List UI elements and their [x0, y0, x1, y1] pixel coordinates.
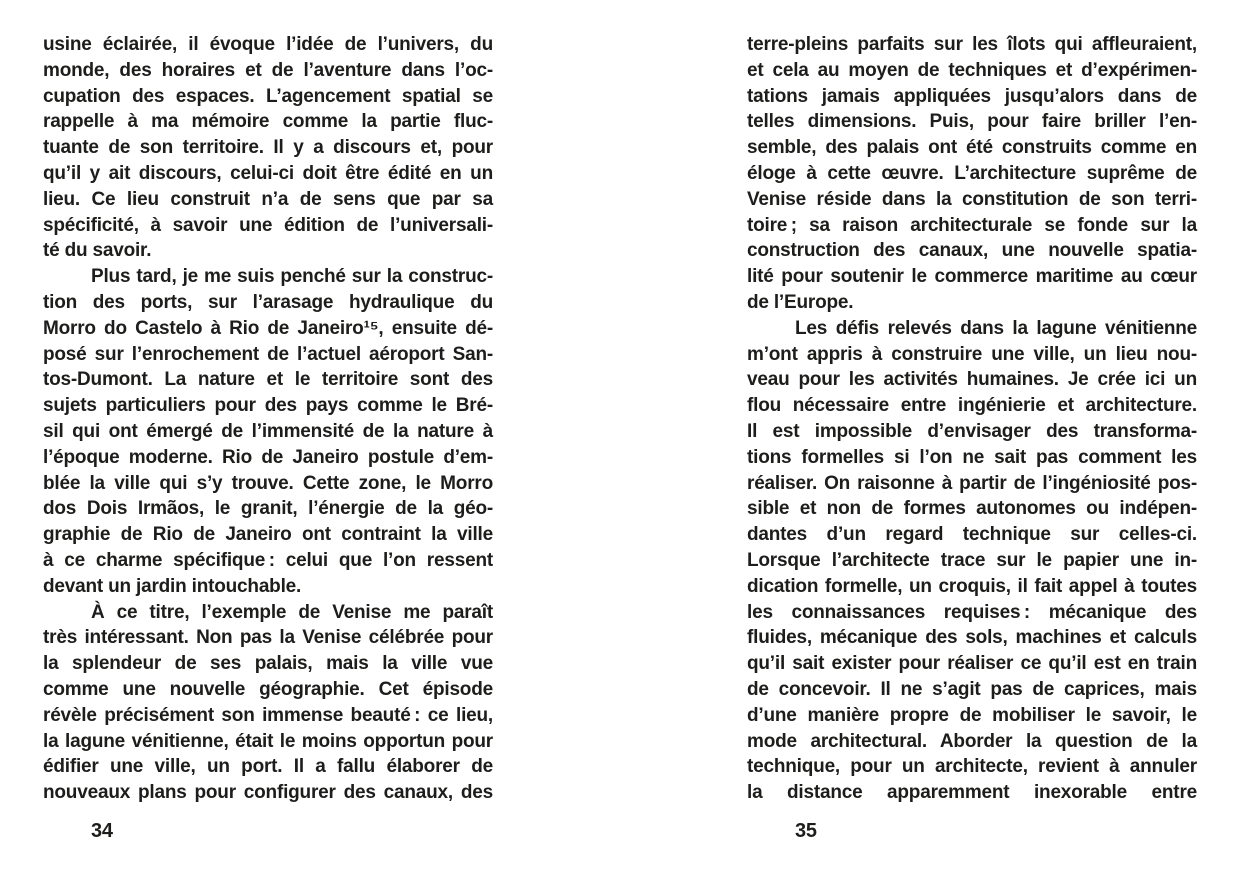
text-line: sil qui ont émergé de l’immensité de la nature à — [43, 420, 493, 442]
text-line: dos Dois Irmãos, le granit, l’énergie de la géo- — [43, 498, 493, 520]
text-line: semble, des palais ont été construits comme en — [747, 137, 1197, 159]
text-line: réaliser. On raisonne à partir de l’ingéniosité pos- — [747, 472, 1197, 494]
text-line: technique, pour un architecte, revient à annuler — [747, 756, 1197, 778]
text-line: mode architectural. Aborder la question de la — [747, 730, 1197, 752]
text-line: usine éclairée, il évoque l’idée de l’univers, du — [43, 34, 493, 55]
text-line: nouveaux plans pour configurer des canaux, des — [43, 782, 493, 804]
text-line: sible et non de formes autonomes ou indépen- — [747, 498, 1197, 520]
text-line: blée la ville qui s’y trouve. Cette zone, le Morro — [43, 472, 493, 494]
text-line: graphie de Rio de Janeiro ont contraint la ville — [43, 524, 493, 546]
text-line: À ce titre, l’exemple de Venise me paraît — [91, 601, 493, 623]
text-line: la splendeur de ses palais, mais la ville vue — [43, 653, 493, 675]
text-line: dantes d’un regard technique sur celles-ci. — [747, 524, 1197, 546]
text-line: sujets particuliers pour des pays comme le Bré- — [43, 395, 493, 417]
text-line: la lagune vénitienne, était le moins opportun pour — [43, 730, 493, 752]
text-line: qu’il sait exister pour réaliser ce qu’il est en train — [747, 653, 1197, 675]
text-line: telles dimensions. Puis, pour faire briller l’en- — [747, 111, 1197, 133]
text-line: les connaissances requises : mécanique des — [747, 601, 1197, 623]
text-line: monde, des horaires et de l’aventure dans l’oc- — [43, 59, 493, 81]
text-line: tations jamais appliquées jusqu’alors dans de — [747, 85, 1197, 107]
text-line: très intéressant. Non pas la Venise célébrée pour — [43, 627, 493, 649]
text-line: l’époque moderne. Rio de Janeiro postule d’em- — [43, 446, 493, 468]
text-line: Les défis relevés dans la lagune vénitienne — [795, 317, 1197, 339]
text-line: rappelle à ma mémoire comme la partie fluc- — [43, 111, 493, 133]
text-line: révèle précisément son immense beauté : ce lieu, — [43, 704, 493, 726]
text-line: posé sur l’enrochement de l’actuel aéroport San- — [43, 343, 493, 365]
page-number-left: 34 — [91, 820, 113, 842]
page-left-text-column — [43, 32, 493, 806]
text-line: tuante de son territoire. Il y a discours et, pour — [43, 137, 493, 159]
text-line: tions formelles si l’on ne sait pas comment les — [747, 446, 1197, 468]
text-line: terre-pleins parfaits sur les îlots qui affleuraient, — [747, 34, 1197, 55]
text-line: tos-Dumont. La nature et le territoire sont des — [43, 369, 493, 391]
text-line: d’une manière propre de mobiliser le savoir, le — [747, 704, 1197, 726]
text-line: veau pour les activités humaines. Je crée ici un — [747, 369, 1197, 391]
text-line: cupation des espaces. L’agencement spatial se — [43, 85, 493, 107]
text-line: de concevoir. Il ne s’agit pas de caprices, mais — [747, 678, 1197, 700]
text-line: lieu. Ce lieu construit n’a de sens que par sa — [43, 188, 493, 210]
text-line: Lorsque l’architecte trace sur le papier une in- — [747, 549, 1197, 571]
text-line: fluides, mécanique des sols, machines et calculs — [747, 627, 1197, 649]
text-line: Venise réside dans la constitution de son terri- — [747, 188, 1197, 210]
text-line: de l’Europe. — [747, 291, 854, 313]
text-line: comme une nouvelle géographie. Cet épisode — [43, 678, 493, 700]
text-line: qu’il y ait discours, celui-ci doit être édité en un — [43, 162, 493, 184]
text-line: tion des ports, sur l’arasage hydraulique du — [43, 291, 493, 313]
text-line: dication formelle, un croquis, il fait appel à toutes — [747, 575, 1197, 597]
text-line: devant un jardin intouchable. — [43, 575, 302, 597]
text-line: spécificité, à savoir une édition de l’universali- — [43, 214, 493, 236]
text-line: Morro do Castelo à Rio de Janeiro¹⁵, ensuite dé- — [43, 317, 493, 339]
page-right-text-column — [747, 32, 1197, 806]
text-line: éloge à cette œuvre. L’architecture suprême de — [747, 162, 1197, 184]
page-number-right: 35 — [795, 820, 817, 842]
text-line: lité pour soutenir le commerce maritime au cœur — [747, 266, 1197, 288]
text-line: construction des canaux, une nouvelle spatia- — [747, 240, 1197, 262]
text-line: à ce charme spécifique : celui que l’on ressent — [43, 549, 493, 571]
text-line: m’ont appris à construire une ville, un lieu nou- — [747, 343, 1197, 365]
text-line: la distance apparemment inexorable entre — [747, 782, 1197, 804]
text-line: toire ; sa raison architecturale se fonde sur la — [747, 214, 1197, 236]
text-line: Plus tard, je me suis penché sur la construc- — [91, 266, 493, 288]
text-line: té du savoir. — [43, 240, 152, 262]
text-line: Il est impossible d’envisager des transforma- — [747, 420, 1197, 442]
text-line: et cela au moyen de techniques et d’expérimen- — [747, 59, 1197, 81]
text-line: flou nécessaire entre ingénierie et architecture. — [747, 395, 1197, 417]
text-line: édifier une ville, un port. Il a fallu élaborer de — [43, 756, 493, 778]
